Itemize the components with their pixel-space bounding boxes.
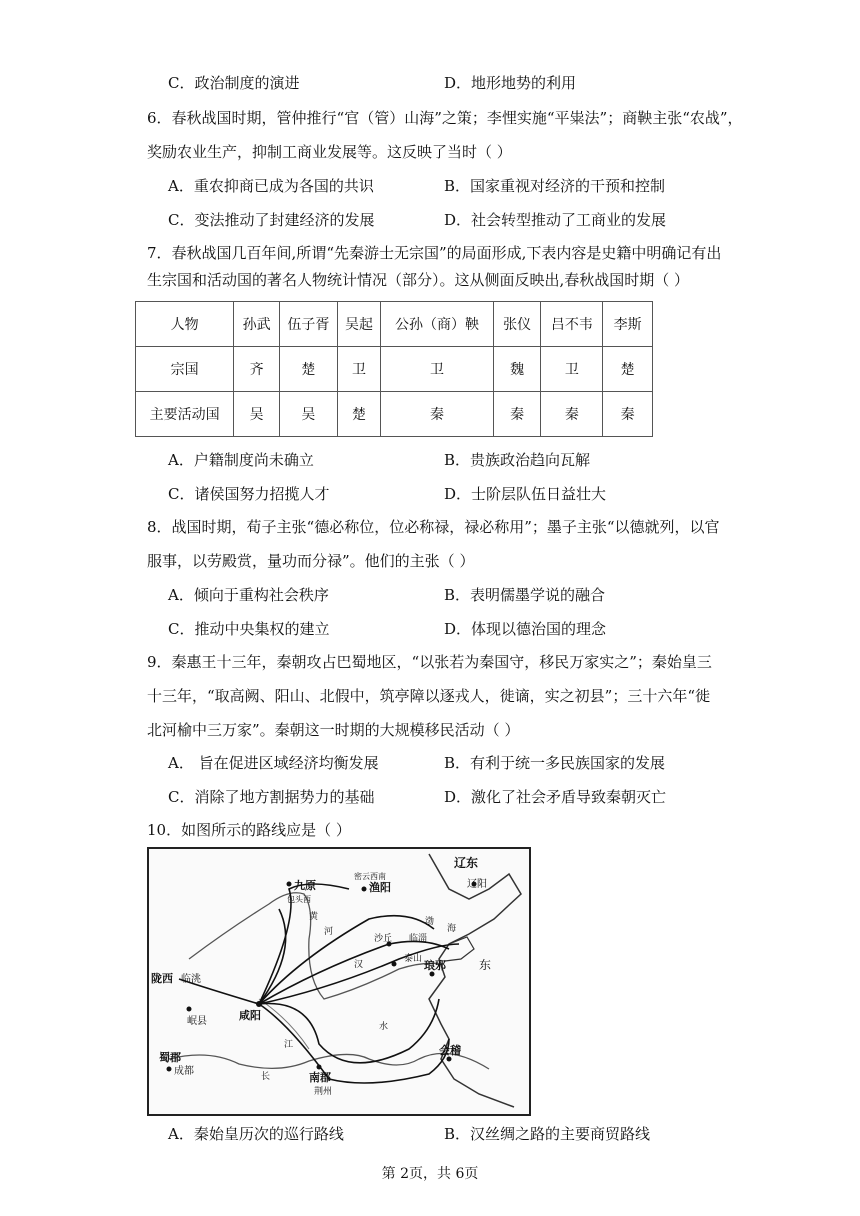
table-cell: 秦 (493, 392, 541, 437)
table-cell: 伍子胥 (279, 302, 337, 347)
map-label: 汉 (354, 960, 364, 970)
table-cell: 秦 (541, 392, 603, 437)
q9-option-c: C．消除了地方割据势力的基础 (168, 788, 375, 806)
q8-option-a: A．倾向于重构社会秩序 (168, 586, 329, 604)
q6-option-a: A．重农抑商已成为各国的共识 (168, 177, 374, 195)
q8-option-d: D．体现以德治国的理念 (444, 620, 607, 638)
q5-option-c: C．政治制度的演进 (168, 74, 300, 92)
q10-option-a: A．秦始皇历次的巡行路线 (168, 1125, 344, 1143)
map-label: 江 (284, 1040, 294, 1050)
table-cell: 孙武 (234, 302, 280, 347)
q6-stem-line2: 奖励农业生产，抑制工商业发展等。这反映了当时（ ） (147, 143, 512, 161)
map-label: 琅邪 (424, 959, 446, 972)
table-cell: 楚 (603, 347, 653, 392)
map-label: 辽阳 (467, 879, 487, 890)
map-label: 河 (324, 927, 334, 937)
map-label: 辽东 (454, 856, 479, 870)
map-label: 临洮 (181, 974, 201, 985)
table-cell: 公孙（商）鞅 (381, 302, 494, 347)
map-label: 南郡 (309, 1071, 331, 1084)
page-footer: 第 2页，共 6页 (381, 1166, 479, 1182)
map-label: 会稽 (439, 1044, 461, 1057)
q7-option-c: C．诸侯国努力招揽人才 (168, 485, 330, 503)
table-cell: 李斯 (603, 302, 653, 347)
q6-option-b: B．国家重视对经济的干预和控制 (444, 177, 666, 195)
map-label: 渔阳 (369, 881, 391, 894)
map-label: 长 (261, 1072, 271, 1082)
map-label: 蜀郡 (159, 1051, 181, 1064)
map-label: 黄 (309, 912, 319, 922)
q9-option-b: B．有利于统一多民族国家的发展 (444, 754, 666, 772)
map-label: 荆州 (314, 1087, 333, 1097)
q8-stem-line1: 8．战国时期，荀子主张“德必称位，位必称禄，禄必称用”；墨子主张“以德就列，以官 (147, 518, 720, 536)
table-cell: 楚 (337, 392, 381, 437)
table-cell: 卫 (541, 347, 603, 392)
map-label: 沙丘 (374, 934, 393, 944)
map-label: 临淄 (409, 934, 428, 944)
table-cell: 吴起 (337, 302, 381, 347)
map-label: 成都 (174, 1066, 194, 1077)
coastline (429, 854, 521, 1107)
q7-option-b: B．贵族政治趋向瓦解 (444, 451, 591, 469)
q8-option-b: B．表明儒墨学说的融合 (444, 586, 606, 604)
map-label: 泰山 (404, 954, 423, 964)
table-cell: 人物 (136, 302, 234, 347)
map-label: 咸阳 (239, 1009, 261, 1022)
map-label: 水 (379, 1022, 389, 1032)
q8-option-c: C．推动中央集权的建立 (168, 620, 330, 638)
q7-stem-line1: 7．春秋战国几百年间,所谓“先秦游士无宗国”的局面形成,下表内容是史籍中明确记有出 (147, 244, 722, 262)
table-cell: 魏 (493, 347, 541, 392)
route-map (147, 847, 531, 1116)
route-5 (259, 999, 439, 1063)
table-row (136, 392, 653, 437)
q8-stem-line2: 服事，以劳殿赏，量功而分禄”。他们的主张（ ） (147, 552, 475, 570)
map-label: 渤 (425, 917, 435, 927)
q7-option-d: D．士阶层队伍日益壮大 (444, 485, 607, 503)
q6-option-d: D．社会转型推动了工商业的发展 (444, 211, 667, 229)
table-cell: 卫 (381, 347, 494, 392)
shandong-peninsula (445, 937, 474, 961)
map-label: 陇西 (151, 972, 173, 985)
q9-stem-line2: 十三年，“取高阙、阳山、北假中，筑亭障以逐戎人，徙谪，实之初县”；三十六年“徙 (147, 687, 711, 705)
table-cell: 宗国 (136, 347, 234, 392)
q9-option-d: D．激化了社会矛盾导致秦朝灭亡 (444, 788, 667, 806)
q6-option-c: C．变法推动了封建经济的发展 (168, 211, 375, 229)
table-cell: 主要活动国 (136, 392, 234, 437)
q9-stem-line1: 9．秦惠王十三年，秦朝攻占巴蜀地区，“以张若为秦国守，移民万家实之”；秦始皇三 (147, 653, 712, 671)
q9-option-a: A． 旨在促进区域经济均衡发展 (168, 754, 379, 772)
map-label: 密云西南 (354, 872, 386, 881)
table-row (136, 302, 653, 347)
table-cell: 秦 (603, 392, 653, 437)
table-cell: 秦 (381, 392, 494, 437)
q7-table (135, 301, 653, 437)
q7-stem-line2: 生宗国和活动国的著名人物统计情况（部分）。这从侧面反映出,春秋战国时期（ ） (147, 271, 690, 289)
map-label: 海 (447, 924, 457, 934)
table-cell: 吴 (279, 392, 337, 437)
table-cell: 楚 (279, 347, 337, 392)
table-cell: 吕不韦 (541, 302, 603, 347)
q10-stem: 10．如图所示的路线应是（ ） (147, 821, 351, 839)
q7-option-a: A．户籍制度尚未确立 (168, 451, 314, 469)
map-label: 岷县 (187, 1016, 207, 1027)
table-cell: 卫 (337, 347, 381, 392)
map-label: 东 (479, 958, 492, 972)
yellow-river (189, 893, 444, 999)
q10-option-b: B．汉丝绸之路的主要商贸路线 (444, 1125, 651, 1143)
map-label: 九原 (294, 879, 316, 892)
table-cell: 张仪 (493, 302, 541, 347)
q6-stem-line1: 6．春秋战国时期，管仲推行“官（管）山海”之策；李悝实施“平粜法”；商鞅主张“农战”， (147, 109, 743, 127)
map-label: 包头西 (287, 895, 311, 904)
table-cell: 吴 (234, 392, 280, 437)
table-cell: 齐 (234, 347, 280, 392)
table-row (136, 347, 653, 392)
q9-stem-line3: 北河榆中三万家”。秦朝这一时期的大规模移民活动（ ） (147, 721, 520, 739)
q5-option-d: D．地形地势的利用 (444, 74, 577, 92)
